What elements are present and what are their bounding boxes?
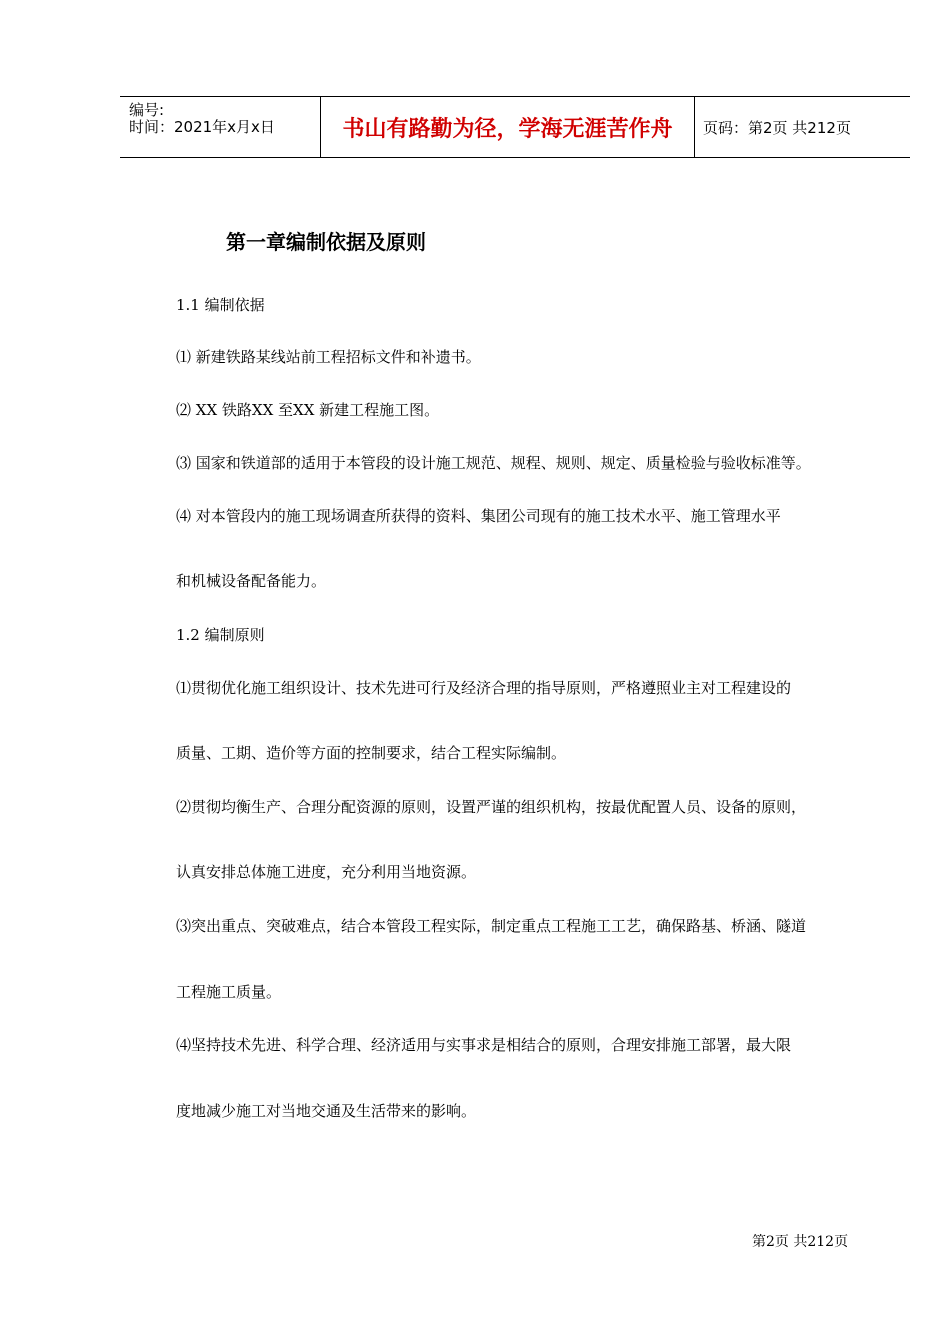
time-label: 时间：2021年x月x日 — [129, 118, 275, 136]
header-page-info: 页码：第2页 共212页 — [703, 118, 851, 137]
paragraph: ⑴ 新建铁路某线站前工程招标文件和补遗书。 — [176, 348, 481, 366]
paragraph: ⑶ 国家和铁道部的适用于本管段的设计施工规范、规程、规则、规定、质量检验与验收标准等。 — [176, 454, 811, 472]
section-heading: 1.1 编制依据 — [176, 296, 265, 314]
paragraph: ⑷ 对本管段内的施工现场调查所获得的资料、集团公司现有的施工技术水平、施工管理水平 — [176, 507, 781, 525]
section-heading: 1.2 编制原则 — [176, 626, 265, 644]
chapter-title: 第一章编制依据及原则 — [226, 230, 426, 254]
paragraph: ⑴贯彻优化施工组织设计、技术先进可行及经济合理的指导原则，严格遵照业主对工程建设的 — [176, 679, 792, 697]
page-header — [120, 96, 910, 158]
paragraph: 认真安排总体施工进度，充分利用当地资源。 — [176, 863, 477, 881]
header-meta-cell — [120, 97, 321, 157]
page-footer: 第2页 共212页 — [752, 1234, 849, 1250]
code-label: 编号: — [129, 101, 165, 119]
paragraph: 度地减少施工对当地交通及生活带来的影响。 — [176, 1102, 477, 1120]
header-motto: 书山有路勤为径，学海无涯苦作舟 — [321, 97, 695, 157]
paragraph: ⑷坚持技术先进、科学合理、经济适用与实事求是相结合的原则，合理安排施工部署，最大限 — [176, 1036, 792, 1054]
paragraph: 和机械设备配备能力。 — [176, 572, 327, 590]
paragraph: ⑶突出重点、突破难点，结合本管段工程实际，制定重点工程施工工艺，确保路基、桥涵、隧道 — [176, 917, 807, 935]
paragraph: ⑵ XX 铁路XX 至XX 新建工程施工图。 — [176, 401, 440, 419]
paragraph: 工程施工质量。 — [176, 983, 282, 1001]
paragraph: ⑵贯彻均衡生产、合理分配资源的原则，设置严谨的组织机构，按最优配置人员、设备的原则， — [176, 798, 807, 816]
paragraph: 质量、工期、造价等方面的控制要求，结合工程实际编制。 — [176, 744, 567, 762]
